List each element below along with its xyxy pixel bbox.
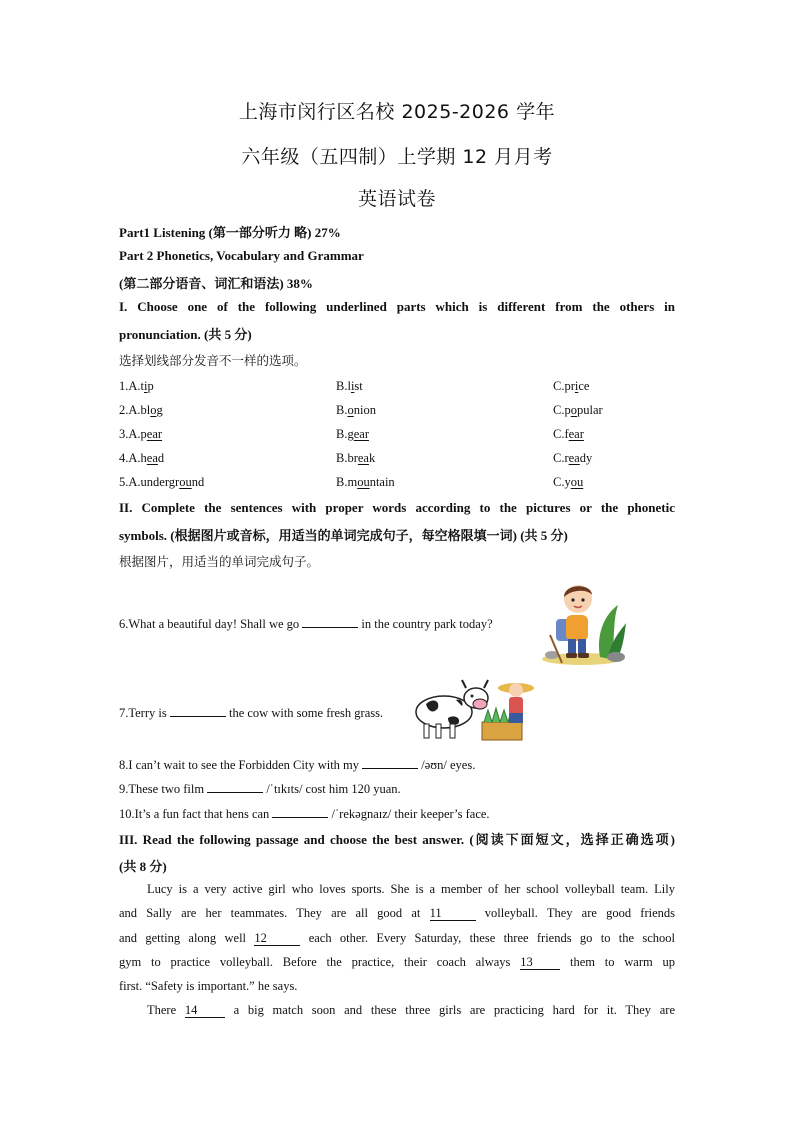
answer-blank[interactable] — [362, 756, 418, 769]
option-b: B.onion — [336, 403, 376, 417]
passage-line: and Sally are her teammates. They are all good at 11 volleyball. They are good friends — [119, 906, 676, 921]
section2-heading-line2: symbols. (根据图片或音标，用适当的单词完成句子，每空格限填一词) (共 5 分) — [119, 528, 568, 543]
option-a: 4.A.head — [119, 451, 165, 465]
option-c: C.popular — [553, 403, 603, 417]
option-b: B.list — [336, 379, 363, 393]
section2-heading-line1: II. Complete the sentences with proper words according to the pictures or the phonetic — [119, 500, 675, 515]
option-c: C.you — [553, 475, 584, 489]
section1-heading-line2: pronunciation. (共 5 分) — [119, 327, 252, 342]
option-a: 2.A.blog — [119, 403, 163, 417]
question-10: 10.It’s a fun fact that hens can /ˈrekəgnaɪz/ their keeper’s face. — [119, 807, 490, 821]
answer-blank[interactable] — [272, 805, 328, 818]
passage-line: and getting along well 12 each other. Every Saturday, these three friends go to the school — [119, 930, 676, 945]
exam-title-line2: 六年级（五四制）上学期 12 月月考 — [241, 146, 553, 168]
section3-heading-line1: III. Read the following passage and choose the best answer. (阅读下面短文，选择正确选项) — [119, 832, 675, 847]
cloze-blank-11[interactable]: 11 — [430, 907, 476, 921]
option-c: C.ready — [553, 451, 593, 465]
option-a: 1.A.tip — [119, 379, 154, 393]
passage-line: There 14 a big match soon and these three girls are practicing hard for it. They are — [147, 1003, 676, 1018]
option-c: C.fear — [553, 427, 584, 441]
option-b: B.gear — [336, 427, 369, 441]
passage-line: first. “Safety is important.” he says. — [119, 979, 298, 994]
reading-passage — [119, 877, 675, 1023]
question-8: 8.I can’t wait to see the Forbidden City with my /əʊn/ eyes. — [119, 758, 476, 772]
cloze-blank-12[interactable]: 12 — [254, 932, 300, 946]
section1-instruction: 选择划线部分发音不一样的选项。 — [119, 353, 307, 368]
option-c: C.price — [553, 379, 590, 393]
boy-hiking-picture — [538, 575, 628, 667]
section3-heading-line2: (共 8 分) — [119, 859, 167, 874]
answer-blank[interactable] — [302, 615, 358, 628]
cow-and-farmer-picture — [412, 670, 540, 752]
answer-blank[interactable] — [170, 704, 226, 717]
passage-line: gym to practice volleyball. Before the practice, their coach always 13 them to warm up — [119, 954, 676, 969]
part1-heading: Part1 Listening (第一部分听力 略) 27% — [119, 225, 341, 240]
section2-instruction: 根据图片，用适当的单词完成句子。 — [119, 554, 320, 569]
option-b: B.break — [336, 451, 376, 465]
part2-subheading: (第二部分语音、词汇和语法) 38% — [119, 276, 313, 291]
passage-line: Lucy is a very active girl who loves sports. She is a member of her school volleyball team. Lily — [147, 882, 675, 896]
question-6: 6.What a beautiful day! Shall we go in the country park today? — [119, 617, 493, 631]
cloze-blank-13[interactable]: 13 — [520, 956, 560, 970]
part2-heading: Part 2 Phonetics, Vocabulary and Grammar — [119, 248, 364, 263]
exam-title-line1: 上海市闵行区名校 2025-2026 学年 — [238, 101, 556, 123]
option-b: B.mountain — [336, 475, 395, 489]
exam-title-line3: 英语试卷 — [357, 188, 436, 210]
cloze-blank-14[interactable]: 14 — [185, 1004, 225, 1018]
option-a: 3.A.pear — [119, 427, 163, 441]
question-7: 7.Terry is the cow with some fresh grass. — [119, 706, 384, 720]
question-9: 9.These two film /ˈtɪkɪts/ cost him 120 yuan. — [119, 782, 401, 796]
section1-heading-line1: I. Choose one of the following underlined parts which is different from the others in — [119, 299, 675, 314]
answer-blank[interactable] — [207, 780, 263, 793]
option-a: 5.A.underground — [119, 475, 205, 489]
